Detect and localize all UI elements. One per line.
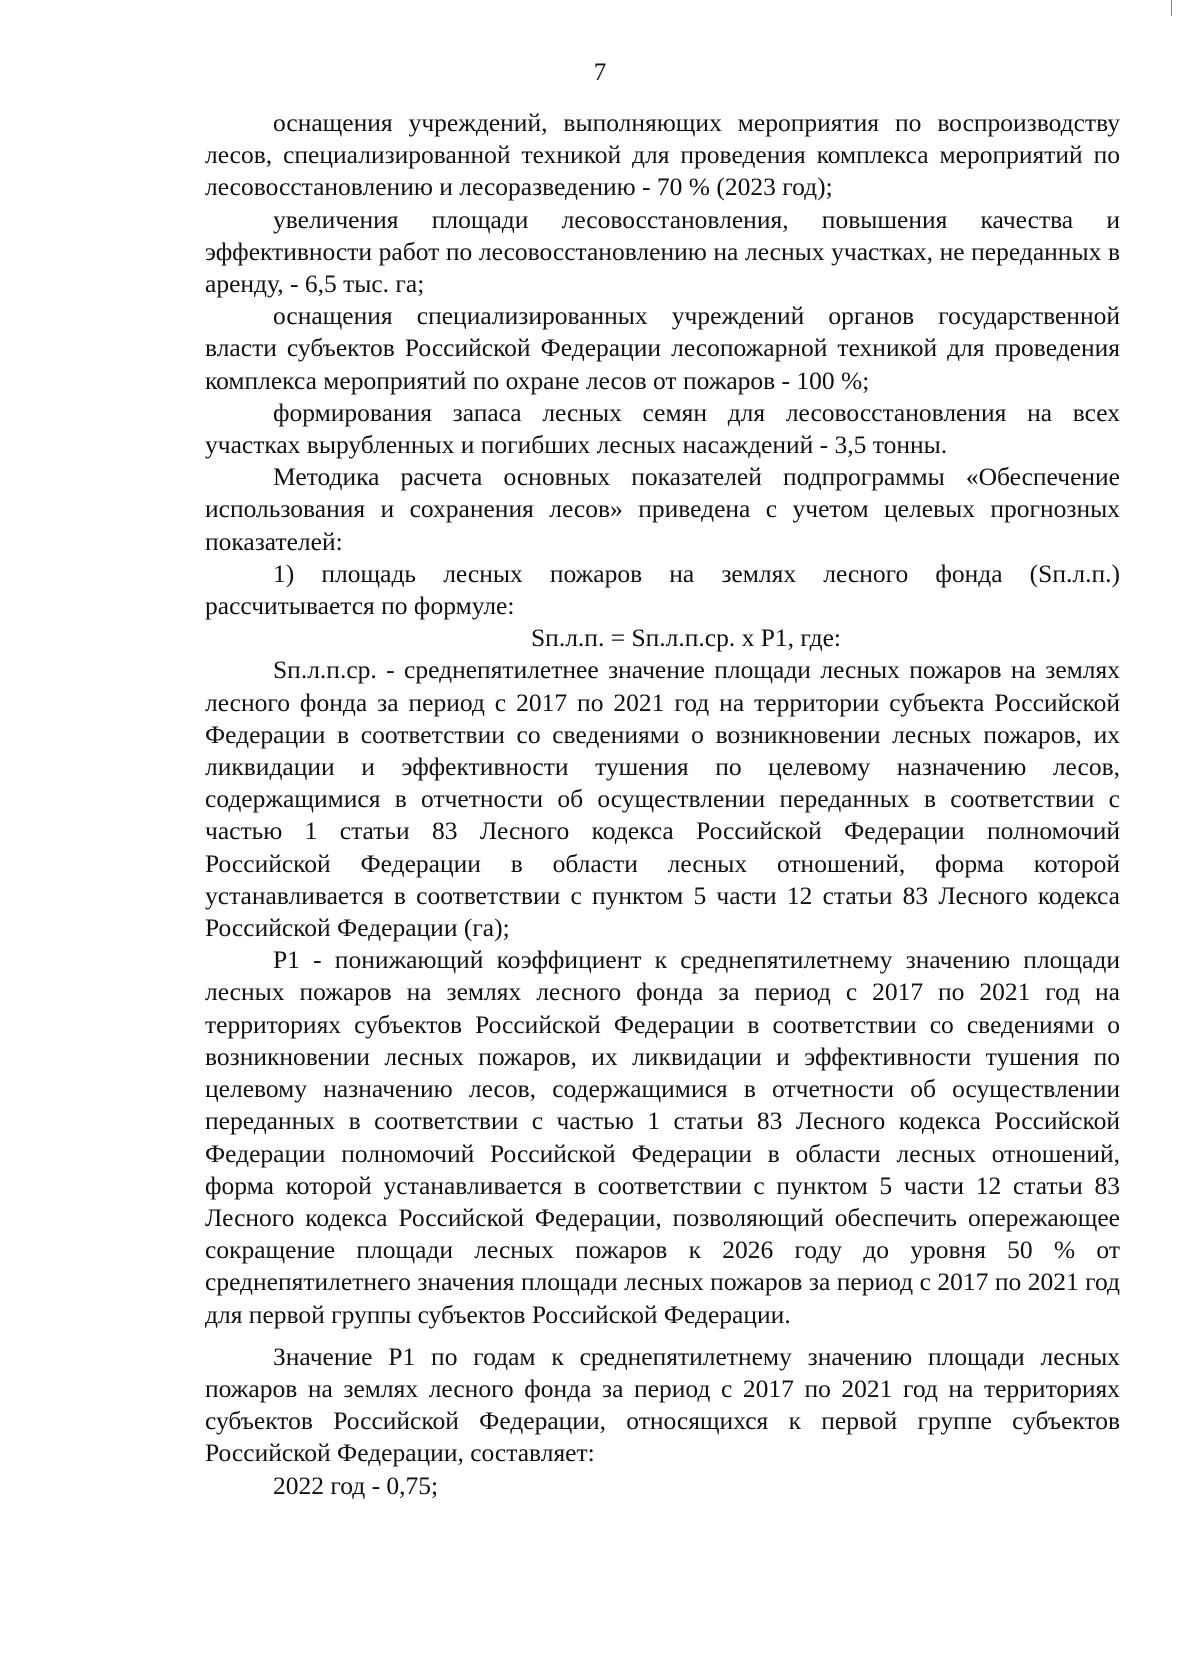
paragraph-p1-coefficient-definition: P1 - понижающий коэффициент к среднепятилетнему значению площади лесных пожаров на землях лесного фонда за период с 2017 по 2021 год на территориях субъектов Российской Федерации в соответствии со сведениями о возникновении лесных пожаров, их ликвидации и эффективности тушения по целевому назначению лесов, содержащимися в отчетности об осуществлении переданных в соответствии с частью 1 статьи 83 Лесного кодекса Российской Федерации полномочий Российской Федерации в области лесных отношений, форма которой устанавливается в соответствии с пунктом 5 части 12 статьи 83 Лесного кодекса Российской Федерации, позволяющий обеспечить опережающее сокращение площади лесных пожаров к 2026 году до уровня 50 % от среднепятилетнего значения площади лесных пожаров за период с 2017 по 2021 год для первой группы субъектов Российской Федерации.	[205, 945, 1120, 1329]
list-item-2022: 2022 год - 0,75;	[273, 1470, 439, 1500]
paragraph-seed-stock: формирования запаса лесных семян для лесовосстановления на всех участках вырубленных и погибших лесных насаждений - 3,5 тонны.	[205, 397, 1120, 460]
page-number: 7	[593, 59, 607, 86]
paragraph-fire-area-item: 1) площадь лесных пожаров на землях лесного фонда (Sп.л.п.) рассчитывается по формуле:	[205, 558, 1120, 621]
formula-fire-area: Sп.л.п. = Sп.л.п.ср. x P1, где:	[531, 623, 841, 653]
document-body	[205, 107, 1120, 1502]
paragraph-fire-equipment: оснащения специализированных учреждений органов государственной власти субъектов Российской Федерации лесопожарной техникой для проведения комплекса мероприятий по охране лесов от пожаров - 100 %;	[205, 301, 1120, 395]
paragraph-methodology-intro: Методика расчета основных показателей подпрограммы «Обеспечение использования и сохранения лесов» приведена с учетом целевых прогнозных показателей:	[205, 462, 1120, 556]
paragraph-reforestation-area: увеличения площади лесовосстановления, повышения качества и эффективности работ по лесовосстановлению на лесных участках, не переданных в аренду, - 6,5 тыс. га;	[205, 204, 1120, 299]
paragraph-five-year-average-definition: Sп.л.п.ср. - среднепятилетнее значение площади лесных пожаров на землях лесного фонда за период с 2017 по 2021 год на территории субъекта Российской Федерации в соответствии со сведениями о возникновении лесных пожаров, их ликвидации и эффективности тушения по целевому назначению лесов, содержащимися в отчетности об осуществлении переданных в соответствии с частью 1 статьи 83 Лесного кодекса Российской Федерации полномочий Российской Федерации в области лесных отношений, форма которой устанавливается в соответствии с пунктом 5 части 12 статьи 83 Лесного кодекса Российской Федерации (га);	[205, 655, 1120, 943]
scan-edge-mark	[1171, 0, 1172, 16]
paragraph-p1-values-intro: Значение P1 по годам к среднепятилетнему значению площади лесных пожаров на землях лесного фонда за период с 2017 по 2021 год на территориях субъектов Российской Федерации, относящихся к первой группе субъектов Российской Федерации, составляет:	[205, 1341, 1120, 1468]
paragraph-equipment-reproduction: оснащения учреждений, выполняющих мероприятия по воспроизводству лесов, специализированной техникой для проведения комплекса мероприятий по лесовосстановлению и лесоразведению - 70 % (2023 год);	[205, 108, 1120, 202]
